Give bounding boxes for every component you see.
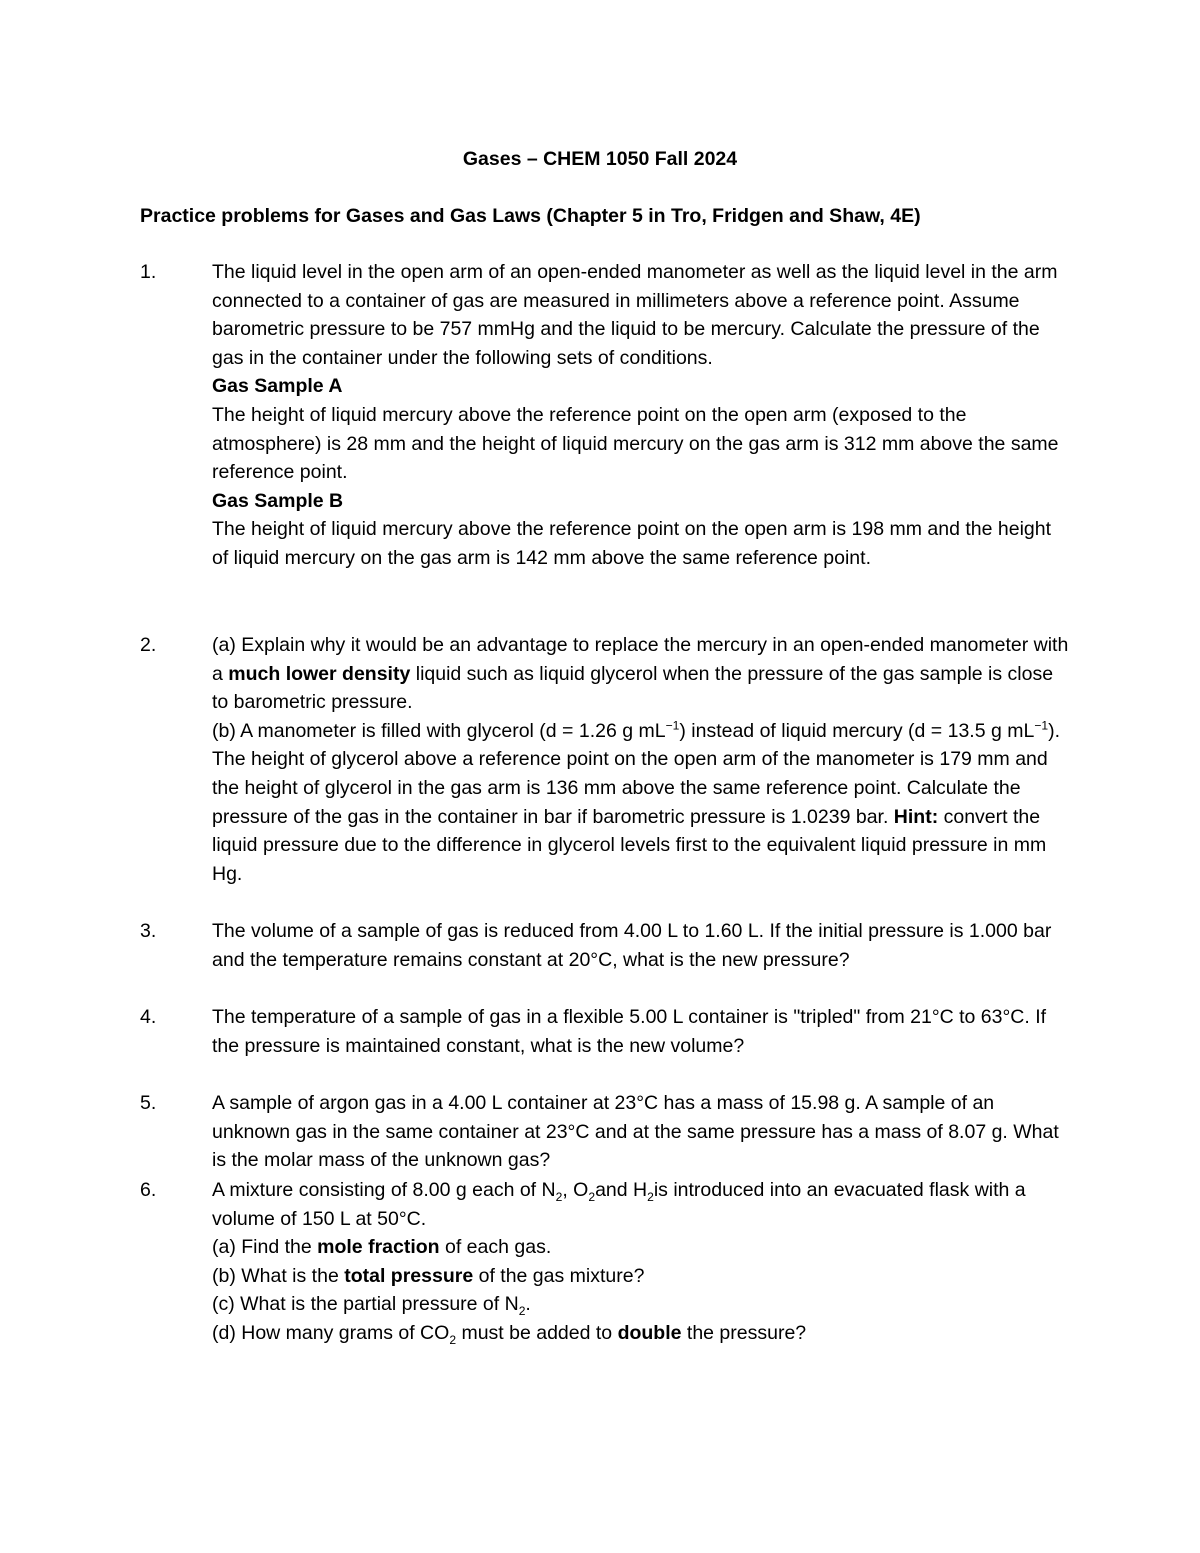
- question-number: 4.: [140, 1006, 157, 1028]
- question-number: 6.: [140, 1179, 157, 1201]
- question-text: The liquid level in the open arm of an open-ended manometer as well as the liquid level in the arm connected to a container of gas are measured in millimeters above a reference point. Assume barometric pressure to be 757 mmHg and the liquid to be mercury. Calculate the pressure of the gas in the container under the following sets of conditions.: [212, 261, 1058, 369]
- question-text: The temperature of a sample of gas in a flexible 5.00 L container is "tripled" from 21°C to 63°C. If the pressure is maintained constant, what is the new volume?: [212, 1006, 1047, 1057]
- question-6: [140, 1176, 1070, 1348]
- question-text: A sample of argon gas in a 4.00 L container at 23°C has a mass of 15.98 g. A sample of an unknown gas in the same container at 23°C and at the same pressure has a mass of 8.07 g. What is the molar mass of the unknown gas?: [212, 1092, 1059, 1172]
- question-text: A mixture consisting of 8.00 g each of $N_2$, $O_2and$ $H_2is$ introduced into an evacuated flask with a volume of 150 L at 50°C.: [212, 1179, 1026, 1230]
- part-a-text: (a) Find the mole fraction of each gas.: [212, 1236, 552, 1259]
- part-d-text: (d) How many grams of $CO_2$ must be added to double the pressure?: [212, 1321, 807, 1347]
- part-c-text: (c) What is the partial pressure of $N_2$.: [212, 1293, 531, 1319]
- question-number: 1.: [140, 261, 157, 283]
- question-text: The volume of a sample of gas is reduced from 4.00 L to 1.60 L. If the initial pressure is 1.000 bar and the temperature remains constant at 20°C, what is the new pressure?: [212, 920, 1052, 971]
- sample-b-text: The height of liquid mercury above the reference point on the open arm is 198 mm and the height of liquid mercury on the gas arm is 142 mm above the same reference point.: [212, 518, 1052, 569]
- question-5: [140, 1089, 1070, 1175]
- question-number: 3.: [140, 920, 157, 942]
- sample-b-heading: Gas Sample B: [212, 489, 344, 512]
- part-a-text: (a) Explain why it would be an advantage to replace the mercury in an open-ended manometer with a much lower density liquid such as liquid glycerol when the pressure of the gas sample is close to barometric pressure.: [212, 634, 1069, 714]
- question-number: 2.: [140, 634, 157, 656]
- part-b-text: (b) What is the total pressure of the gas mixture?: [212, 1264, 645, 1287]
- page-title: Gases – CHEM 1050 Fall 2024: [462, 148, 738, 170]
- part-b-text: (b) A manometer is filled with glycerol (d = 1.26 g $mL^{-1}$) instead of liquid mercury (d = 13.5 g $mL^{-1}$). The height of glycerol above a reference point on the open arm of the manometer is 179 mm and the height of glycerol in the gas arm is 136 mm above the same reference point. Calculate the pressure of the gas in the container in bar if barometric pressure is 1.0239 bar. Hint: convert the liquid pressure due to the difference in glycerol levels first to the equivalent liquid pressure in mm Hg.: [212, 718, 1061, 885]
- page-subtitle: Practice problems for Gases and Gas Laws (Chapter 5 in Tro, Fridgen and Shaw, 4E): [140, 205, 921, 227]
- sample-a-heading: Gas Sample A: [212, 375, 343, 398]
- question-4: [140, 1003, 1070, 1060]
- question-number: 5.: [140, 1092, 157, 1114]
- question-2: [140, 631, 1070, 888]
- question-1: [140, 258, 1070, 573]
- question-3: [140, 917, 1070, 974]
- sample-a-text: The height of liquid mercury above the reference point on the open arm (exposed to the atmosphere) is 28 mm and the height of liquid mercury on the gas arm is 312 mm above the same reference point.: [212, 403, 1059, 484]
